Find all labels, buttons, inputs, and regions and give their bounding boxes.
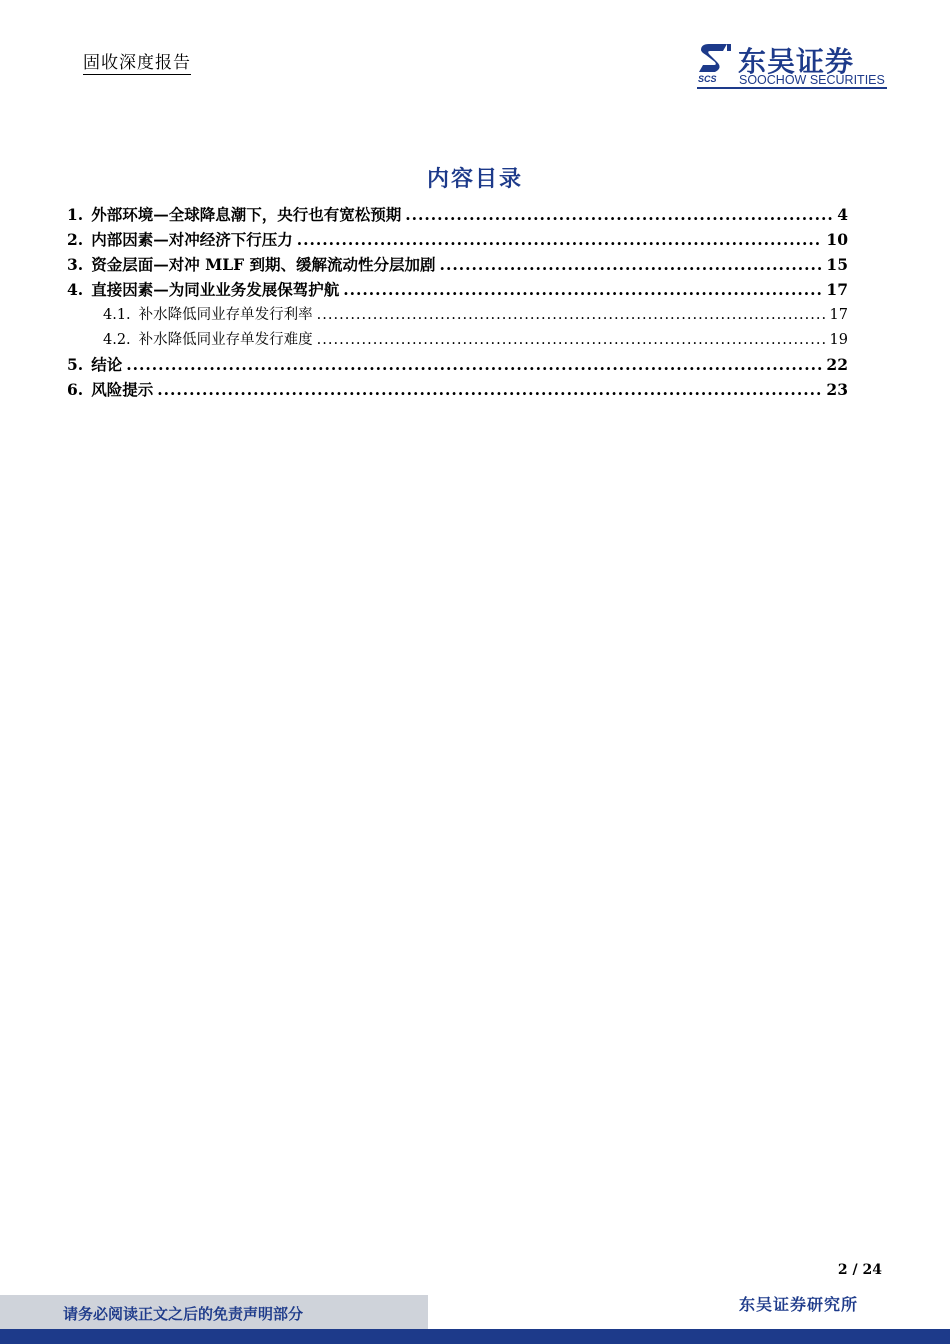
toc-entry-page: 22: [826, 355, 848, 374]
toc-entry-2[interactable]: [67, 228, 848, 253]
toc-leader-dots: [317, 307, 826, 323]
toc-entry-number: 5.: [67, 355, 84, 374]
toc-entry-page: 10: [826, 230, 848, 249]
toc-entry-number: 4.: [67, 280, 84, 299]
logo-underline: [697, 87, 887, 89]
toc-leader-dots: [343, 280, 822, 299]
toc-entry-number: 2.: [67, 230, 84, 249]
toc-entry-text: 风险提示: [91, 380, 154, 399]
page-indicator: 2 / 24: [837, 1262, 882, 1278]
toc-entry-text: 补水降低同业存单发行难度: [138, 332, 313, 348]
disclaimer-notice-box: [0, 1295, 428, 1333]
disclaimer-notice-text: 请务必阅读正文之后的免责声明部分: [63, 1305, 304, 1323]
toc-entry-text: 内部因素—对冲经济下行压力: [91, 230, 293, 249]
logo-abbreviation: SCS: [698, 74, 717, 84]
toc-leader-dots: [317, 332, 826, 348]
toc-entry-text: 外部环境—全球降息潮下，央行也有宽松预期: [91, 205, 402, 224]
toc-entry-page: 23: [826, 380, 848, 399]
toc-leader-dots: [157, 380, 822, 399]
footer-bar: [0, 1329, 950, 1344]
toc-entry-text: 结论: [91, 355, 123, 374]
toc-entry-page: 15: [826, 255, 848, 274]
toc-entry-text: 资金层面—对冲 MLF 到期、缓解流动性分层加剧: [91, 255, 436, 274]
toc-entry-4[interactable]: [67, 278, 848, 303]
table-of-contents: [67, 203, 848, 403]
toc-entry-text: 直接因素—为同业业务发展保驾护航: [91, 280, 340, 299]
logo-name-en: SOOCHOW SECURITIES: [739, 73, 885, 87]
toc-entry-number: 3.: [67, 255, 84, 274]
company-logo: [697, 40, 887, 90]
research-institute-name: 东吴证券研究所: [738, 1295, 858, 1314]
report-type-label: 固收深度报告: [83, 48, 191, 75]
toc-entry-3[interactable]: [67, 253, 848, 278]
toc-entry-page: 17: [829, 307, 848, 323]
toc-entry-page: 17: [826, 280, 848, 299]
toc-entry-5[interactable]: [67, 353, 848, 378]
toc-entry-page: 19: [829, 332, 848, 348]
toc-leader-dots: [126, 355, 822, 374]
toc-leader-dots: [405, 205, 833, 224]
toc-entry-4-2[interactable]: [67, 328, 848, 353]
toc-entry-number: 6.: [67, 380, 84, 399]
toc-entry-text: 补水降低同业存单发行利率: [138, 307, 313, 323]
toc-entry-number: 4.2.: [103, 332, 131, 348]
toc-entry-4-1[interactable]: [67, 303, 848, 328]
scs-logo-icon: [697, 42, 733, 74]
toc-title: 内容目录: [426, 166, 523, 192]
toc-leader-dots: [440, 255, 823, 274]
toc-entry-number: 1.: [67, 205, 84, 224]
logo-name-cn: 东吴证券: [738, 45, 855, 78]
toc-entry-page: 4: [837, 205, 848, 224]
toc-entry-number: 4.1.: [103, 307, 131, 323]
toc-entry-1[interactable]: [67, 203, 848, 228]
toc-entry-6[interactable]: [67, 378, 848, 403]
toc-leader-dots: [297, 230, 823, 249]
